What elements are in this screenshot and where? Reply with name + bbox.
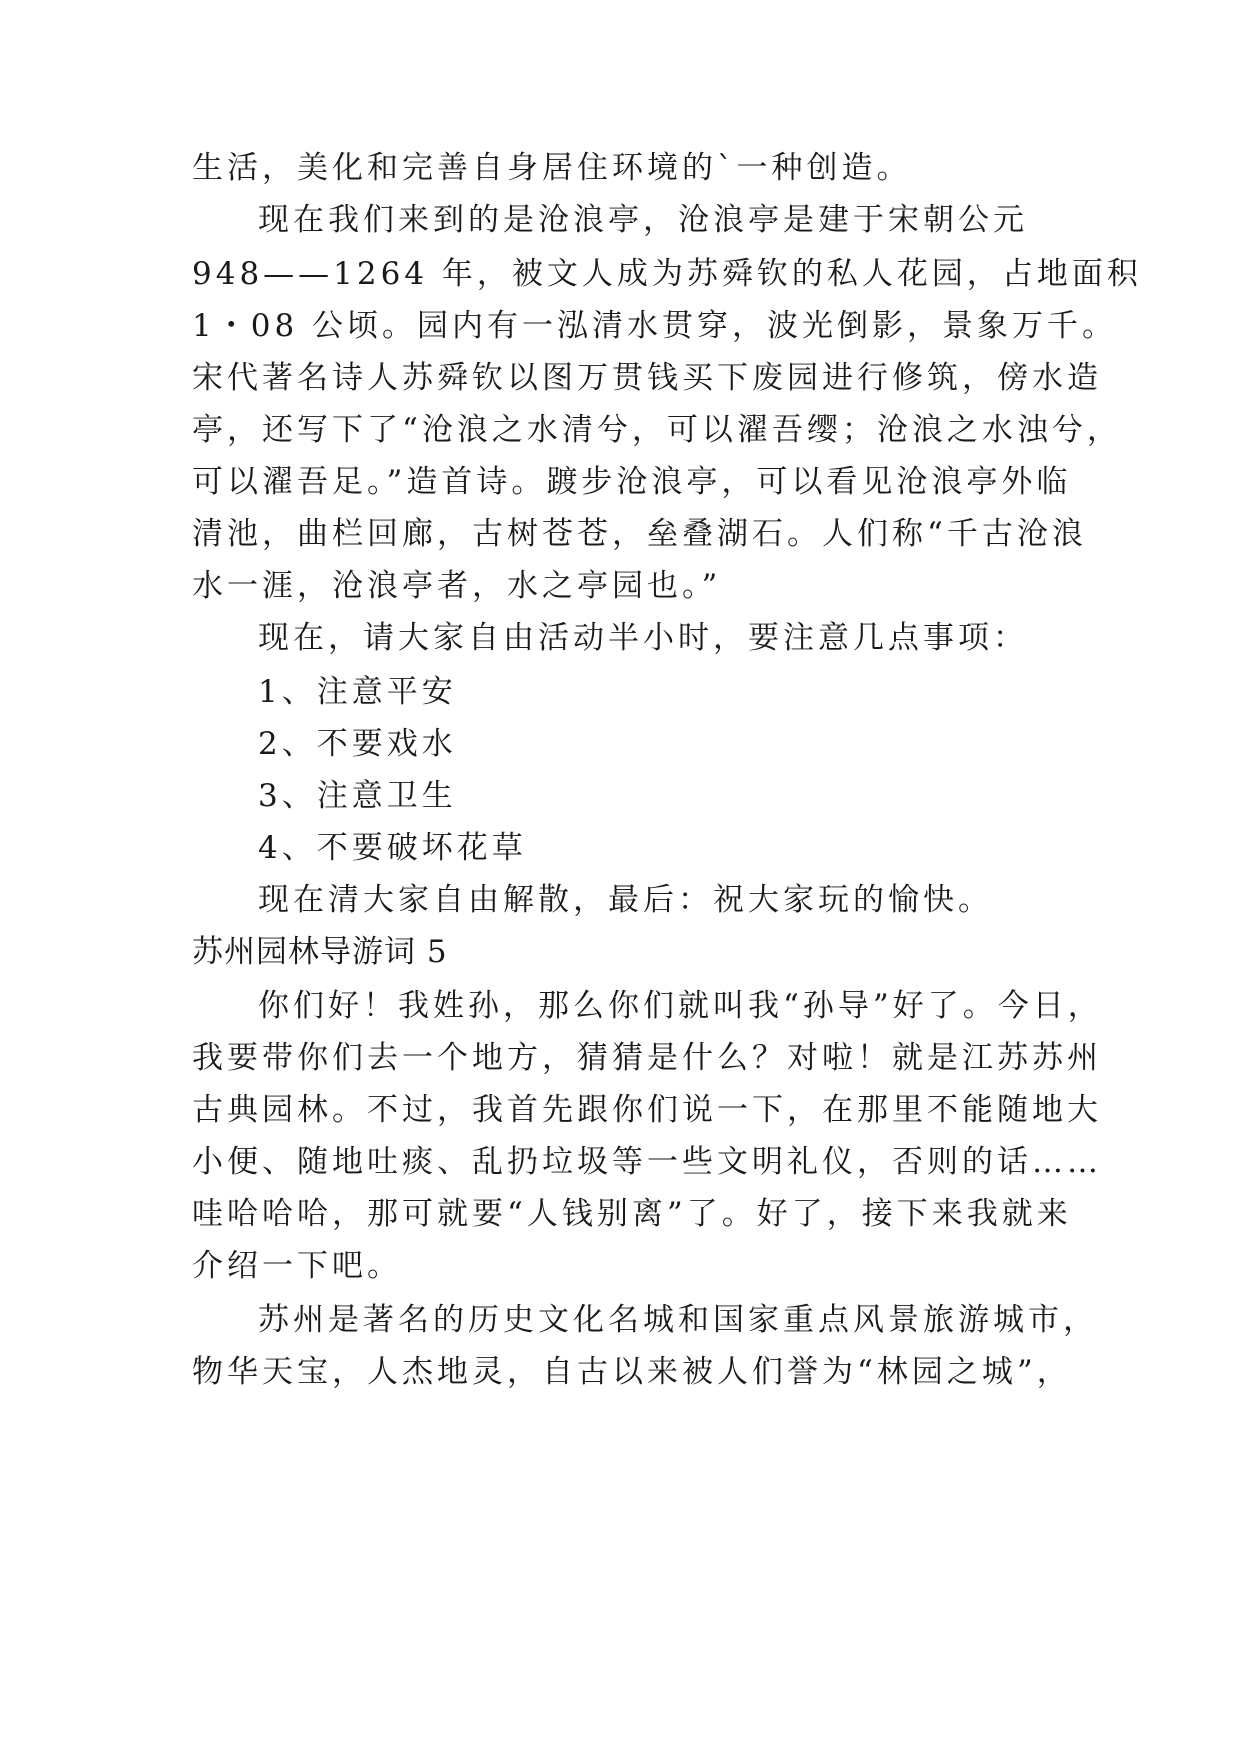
paragraph-line: 哇哈哈哈，那可就要“人钱别离”了。好了，接下来我就来 [192,1196,1072,1232]
paragraph-line: 苏州是著名的历史文化名城和国家重点风景旅游城市， [258,1302,1098,1338]
list-item: 2、不要戏水 [258,726,457,762]
section-heading: 苏州园林导游词 5 [192,934,448,970]
paragraph-line: 介绍一下吧。 [192,1248,402,1284]
paragraph-line: 亭，还写下了“沧浪之水清兮，可以濯吾缨；沧浪之水浊兮， [192,412,1122,448]
paragraph-line: 1・08 公顷。园内有一泓清水贯穿，波光倒影，景象万千。 [192,308,1118,344]
paragraph-line: 948——1264 年，被文人成为苏舜钦的私人花园，占地面积 [192,256,1142,292]
paragraph-line: 宋代著名诗人苏舜钦以图万贯钱买下废园进行修筑，傍水造 [192,360,1102,396]
paragraph-line: 可以濯吾足。”造首诗。踱步沧浪亭，可以看见沧浪亭外临 [192,464,1072,500]
paragraph-line: 我要带你们去一个地方，猜猜是什么？对啦！就是江苏苏州 [192,1040,1102,1076]
paragraph-line: 水一涯，沧浪亭者，水之亭园也。” [192,568,722,604]
paragraph-line: 古典园林。不过，我首先跟你们说一下，在那里不能随地大 [192,1092,1102,1128]
paragraph-line: 生活，美化和完善自身居住环境的`一种创造。 [192,150,912,186]
paragraph-line: 清池，曲栏回廊，古树苍苍，垒叠湖石。人们称“千古沧浪 [192,516,1087,552]
paragraph-line: 现在我们来到的是沧浪亭，沧浪亭是建于宋朝公元 [258,202,1028,238]
list-item: 1、注意平安 [258,674,457,710]
paragraph-line: 你们好！我姓孙，那么你们就叫我“孙导”好了。今日， [258,988,1103,1024]
paragraph-line: 现在，请大家自由活动半小时，要注意几点事项： [258,620,1028,656]
paragraph-line: 物华天宝，人杰地灵，自古以来被人们誉为“林园之城”， [192,1354,1072,1390]
list-item: 4、不要破坏花草 [258,830,527,866]
paragraph-line: 小便、随地吐痰、乱扔垃圾等一些文明礼仪，否则的话…… [192,1144,1102,1180]
paragraph-line: 现在清大家自由解散，最后：祝大家玩的愉快。 [258,882,993,918]
list-item: 3、注意卫生 [258,778,457,814]
